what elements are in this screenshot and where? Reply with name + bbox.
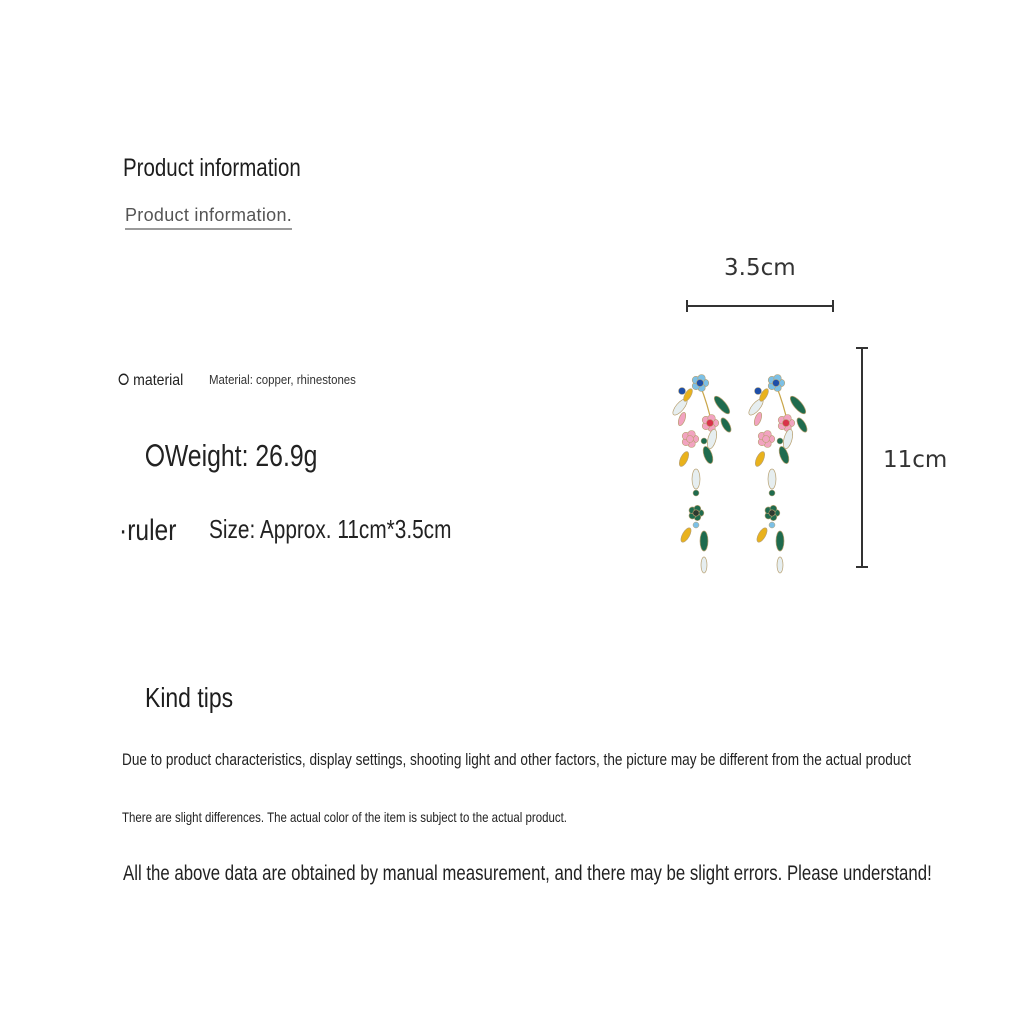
earrings-product-image [660, 355, 820, 585]
kind-tips-line-1: Due to product characteristics, display settings, shooting light and other factors, the picture may be different from the actual product [122, 750, 911, 769]
material-label: ⭘ material [118, 372, 184, 389]
height-dimension-label: 11cm [883, 447, 948, 473]
width-dimension-label: 3.5cm [724, 255, 796, 281]
kind-tips-line-3: All the above data are obtained by manual measurement, and there may be slight errors. Please understand! [123, 862, 932, 885]
material-value: Material: copper, rhinestones [209, 372, 356, 387]
weight-text: ⭘Weight: 26.9g [145, 438, 318, 473]
ruler-label: ·ruler [119, 514, 177, 547]
left-earring [671, 374, 734, 573]
product-info-subtitle: Product information. [125, 205, 292, 230]
height-dimension-line [856, 347, 868, 568]
width-dimension-line [686, 300, 834, 312]
size-value: Size: Approx. 11cm*3.5cm [209, 514, 452, 544]
kind-tips-line-2: There are slight differences. The actual color of the item is subject to the actual product. [122, 809, 567, 825]
right-earring [747, 374, 810, 573]
kind-tips-title: Kind tips [145, 682, 234, 713]
product-info-title: Product information [123, 154, 301, 182]
